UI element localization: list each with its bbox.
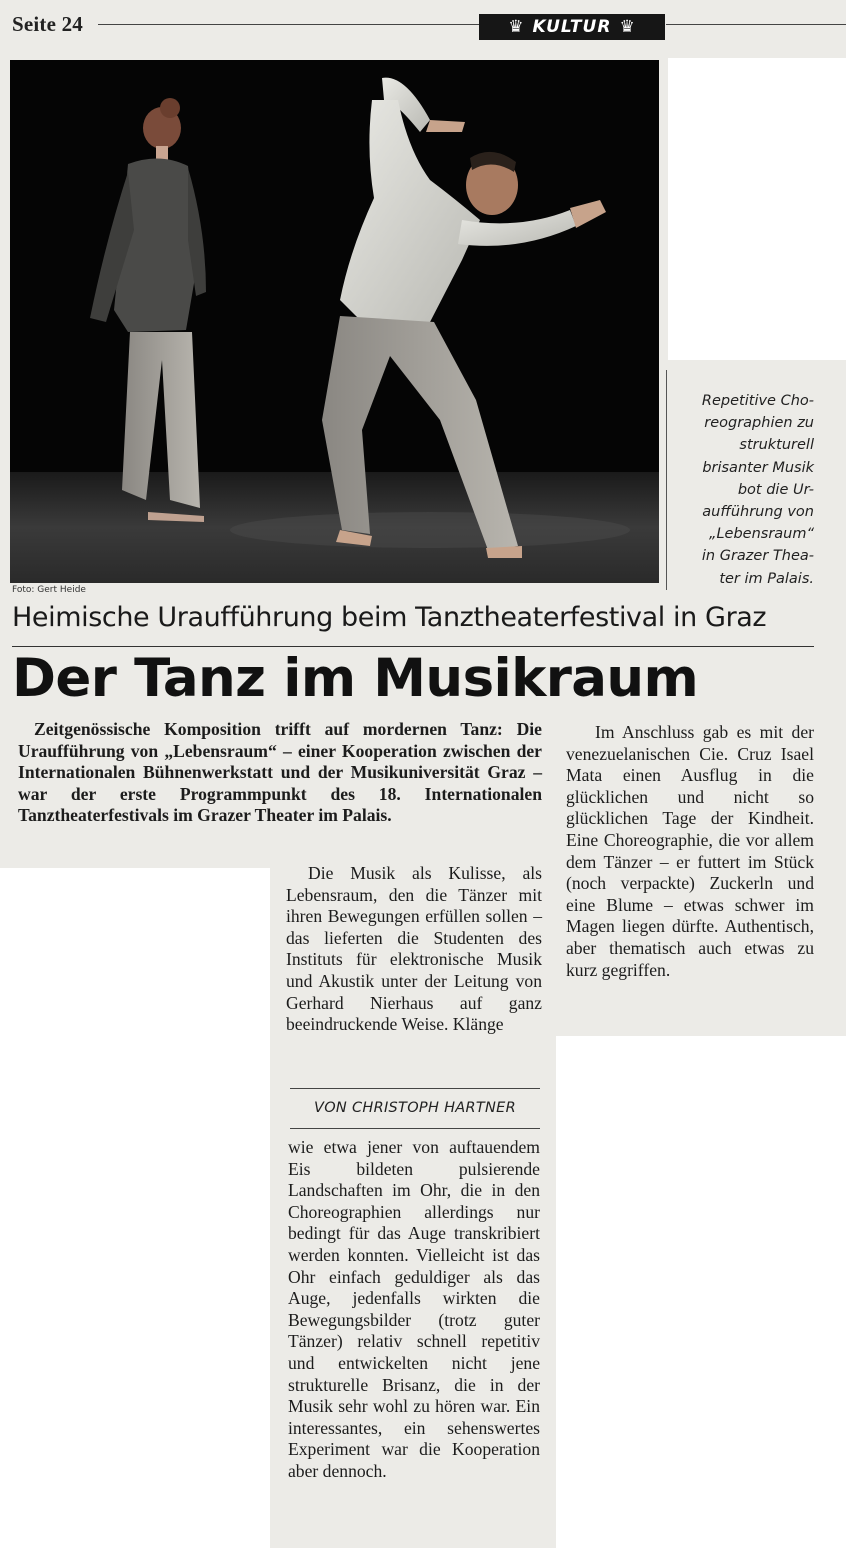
header-rule-right	[666, 24, 846, 25]
article-body-column-2-part-2: wie etwa jener von auftauendem Eis bildeten pulsierende Landschaften im Ohr, die in den Choreographien allerdings nur bedingt für das Auge transkribiert werden konnten. Vielleicht ist das Ohr einfach geduldiger als das Auge, jedenfalls wirkten die Bewegungsbilder (trotz guter Tänzer) relativ schnell repetitiv und entwickelten nicht jene strukturelle Brisanz, die in der Musik sehr wohl zu hören war. Ein interessantes, ein sehenswertes Experiment war die Kooperation aber dennoch.	[288, 1137, 540, 1481]
section-label: KULTUR	[532, 17, 612, 37]
byline-rule-top	[290, 1088, 540, 1089]
caption-line: „Lebensraum“	[708, 526, 814, 543]
caption-line: in Grazer Thea-	[701, 548, 814, 565]
article-headline: Der Tanz im Musikraum	[12, 648, 699, 709]
page-number: Seite 24	[12, 12, 83, 36]
section-badge	[479, 14, 665, 40]
photo-caption	[672, 390, 814, 590]
author-byline: VON CHRISTOPH HARTNER	[313, 1100, 517, 1116]
crown-icon: ♛	[508, 17, 525, 37]
dancers-photo	[10, 60, 659, 583]
article-body-column-3: Im Anschluss gab es mit der venezuelanischen Cie. Cruz Isael Mata einen Ausflug in die glücklichen und nicht so glücklichen Tage der Kindheit. Eine Choreographie, die vor allem dem Tänzer – er futtert im Stück (noch verpackte) Zuckerln und eine Blume – etwas schwer im Magen liegen dürfte. Authentisch, aber thematisch auch etwas zu kurz gegriffen.	[566, 722, 814, 980]
byline-rule-bottom	[290, 1128, 540, 1129]
caption-line: ter im Palais.	[719, 570, 814, 587]
caption-line: bot die Ur-	[737, 481, 814, 498]
dancers-photo-illustration	[10, 60, 659, 583]
floor-reflection	[230, 512, 630, 548]
crown-icon: ♛	[619, 17, 636, 37]
article-kicker: Heimische Uraufführung beim Tanztheaterfestival in Graz	[12, 602, 767, 633]
header-rule-left	[98, 24, 480, 25]
article-body-column-2-part-1: Die Musik als Kulisse, als Lebensraum, den die Tänzer mit ihren Bewegungen erfüllen sollen – das lieferten die Studenten des Instituts für elektronische Musik und Akustik unter der Leitung von Gerhard Nierhaus auf ganz beeindruckende Weise. Klänge	[286, 863, 542, 1035]
caption-line: strukturell	[739, 437, 814, 454]
caption-line: reographien zu	[704, 415, 814, 432]
caption-line: aufführung von	[702, 504, 814, 521]
article-lead: Zeitgenössische Komposition trifft auf mordernen Tanz: Die Uraufführung von „Lebensraum“ – einer Kooperation zwischen der Internationalen Bühnenwerkstatt und der Musikuniversität Graz – war der erste Programmpunkt des 18. Internationalen Tanztheaterfestivals im Grazer Theater im Palais.	[18, 719, 542, 826]
paper-header-area	[0, 0, 846, 58]
caption-line: Repetitive Cho-	[701, 393, 814, 409]
photo-credit: Foto: Gert Heide	[12, 585, 86, 595]
caption-line: brisanter Musik	[702, 459, 814, 476]
